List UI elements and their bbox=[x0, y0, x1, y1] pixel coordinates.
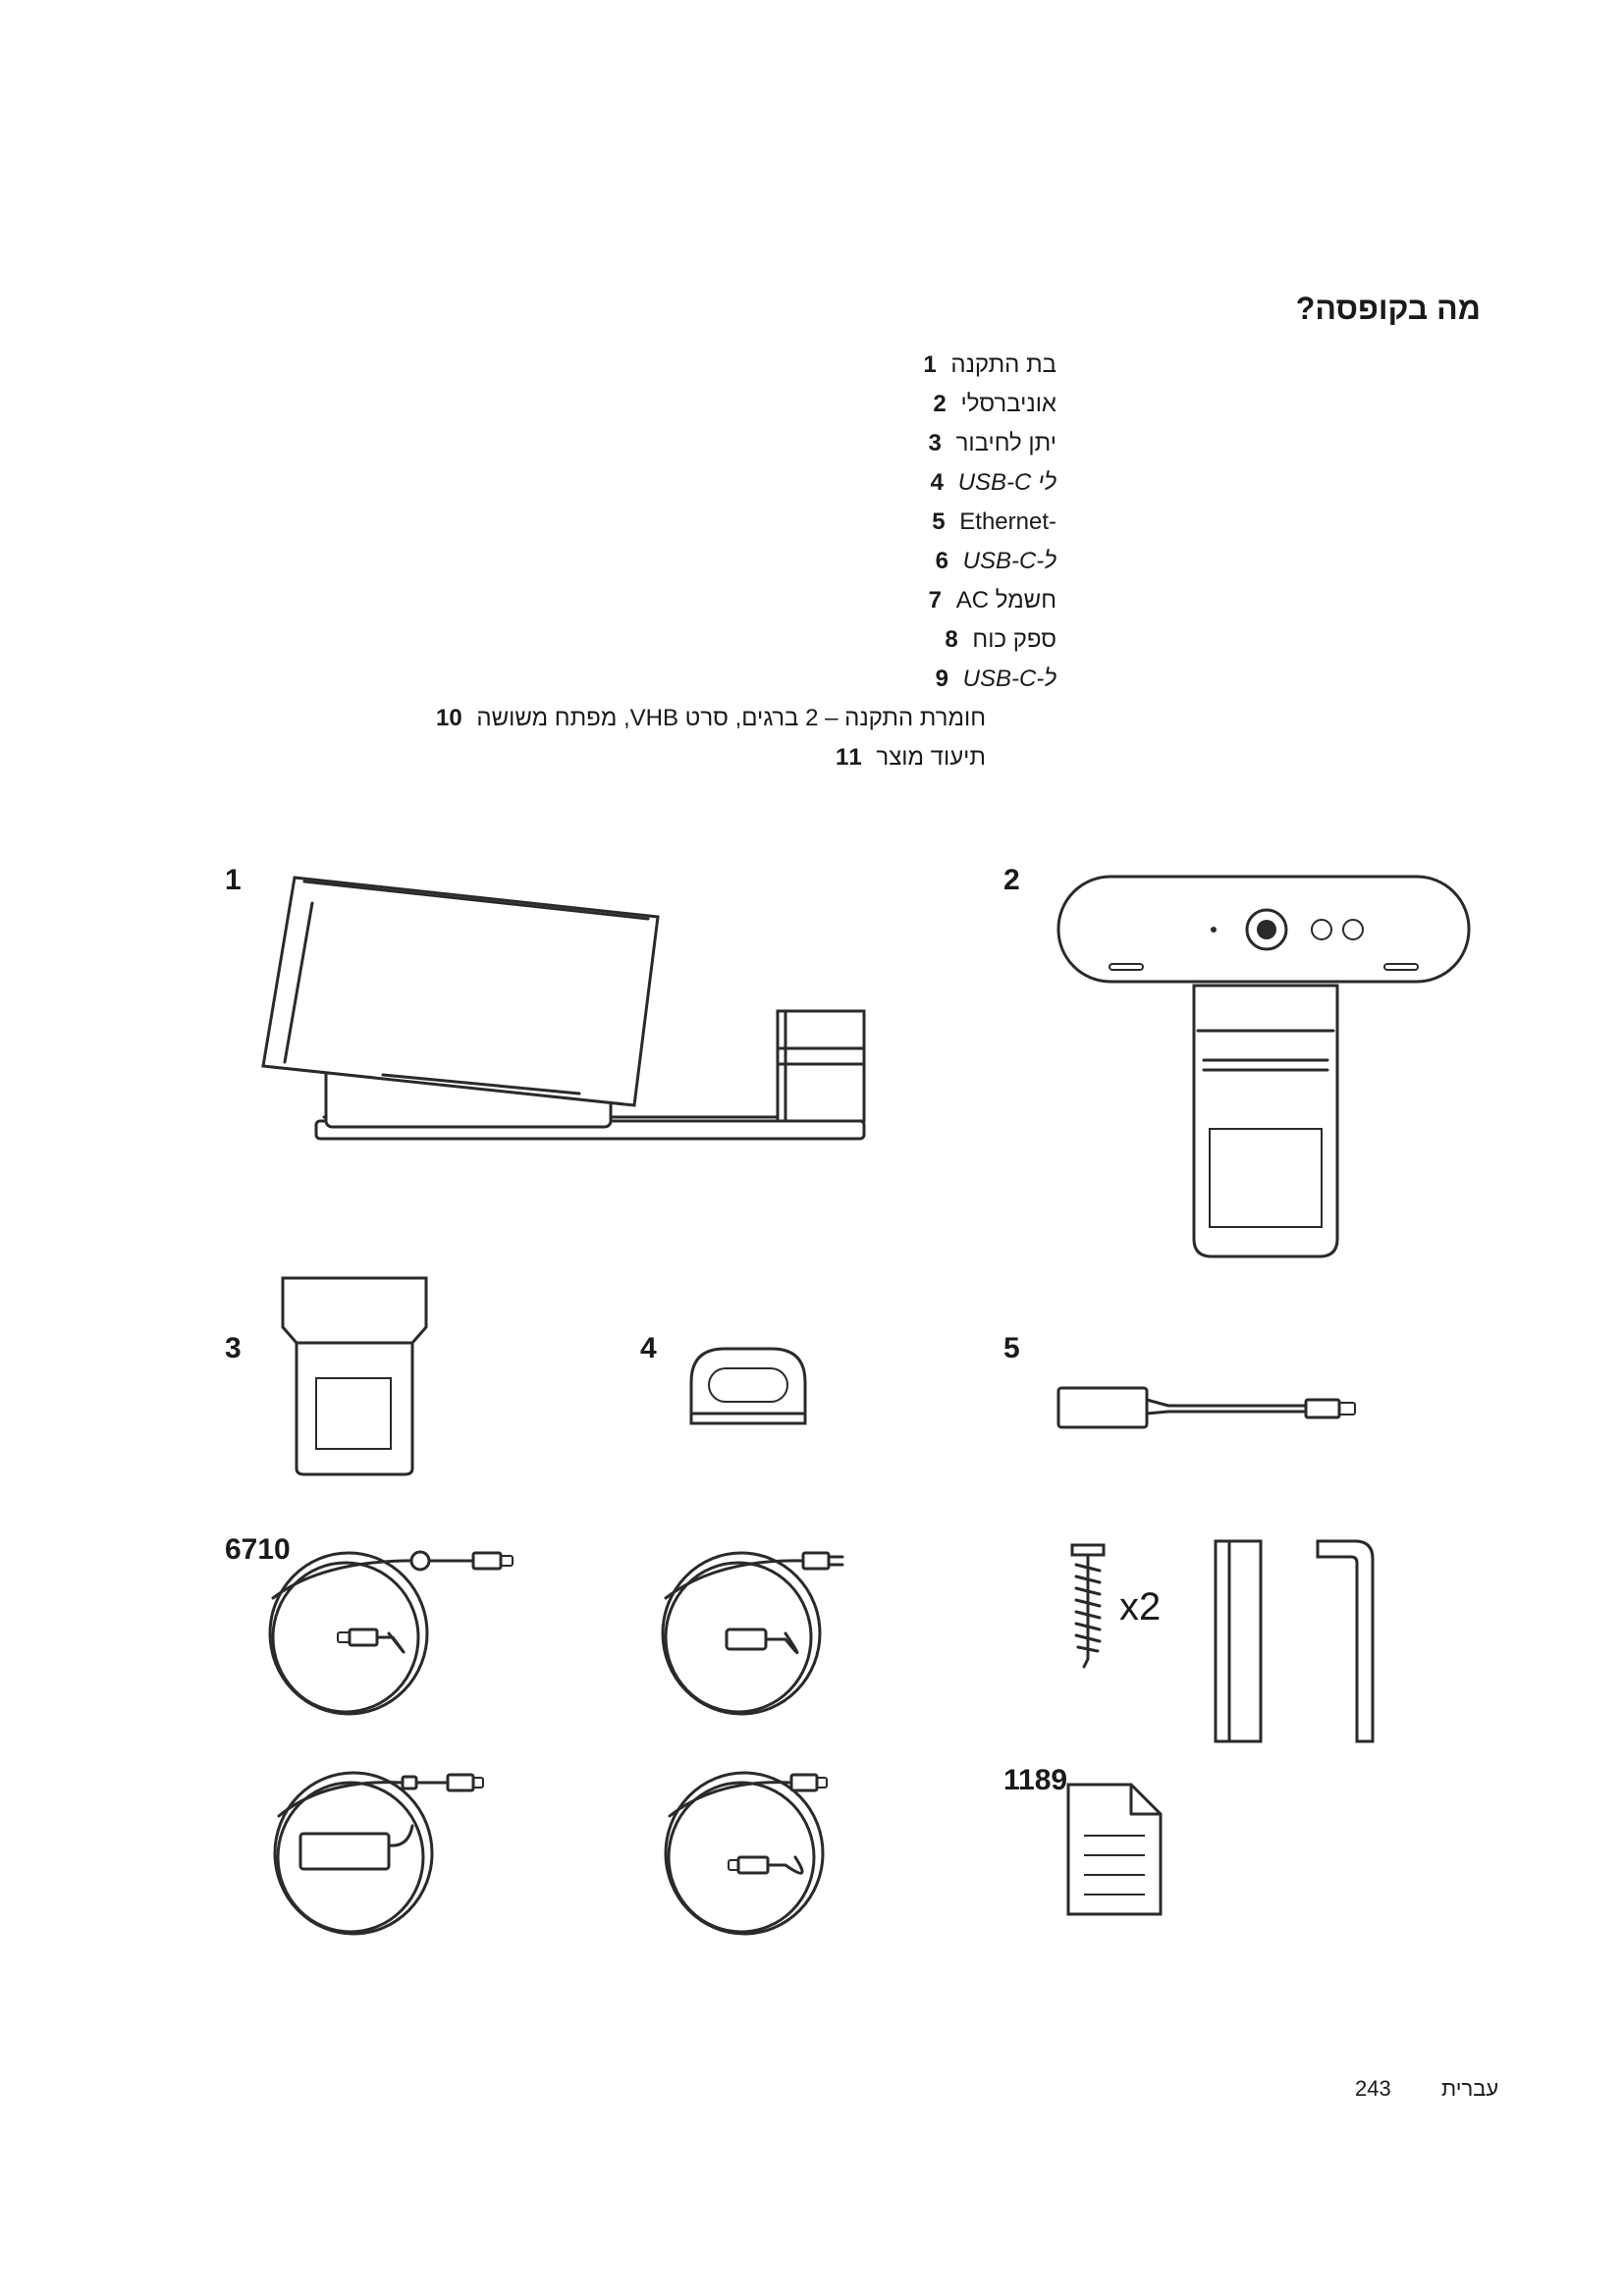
table-mount-illustration bbox=[263, 878, 864, 1139]
figure-label-1: 1 bbox=[225, 864, 242, 896]
figure-label-4: 4 bbox=[640, 1332, 657, 1364]
list-item: לי USB-C 4 bbox=[930, 469, 1056, 496]
list-item: ספק כוח 8 bbox=[945, 626, 1056, 653]
figure-label-1189: 1189 bbox=[1003, 1764, 1068, 1796]
footer-language: עברית bbox=[1441, 2076, 1499, 2101]
usbc-cable-coil-illustration bbox=[270, 1552, 513, 1714]
ethernet-adapter-illustration bbox=[1058, 1388, 1355, 1427]
ac-power-cord-illustration bbox=[663, 1553, 842, 1714]
cable-clip-illustration bbox=[691, 1349, 805, 1423]
list-item: אוניברסלי 2 bbox=[933, 391, 1056, 417]
list-item: חומרת התקנה – 2 ברגים, סרט VHB, מפתח משושה 10 bbox=[436, 705, 986, 731]
bracket-illustration bbox=[283, 1278, 426, 1474]
list-item: תיעוד מוצר 11 bbox=[836, 744, 986, 771]
list-item: בת התקנה 1 bbox=[923, 351, 1056, 378]
power-supply-illustration bbox=[275, 1773, 483, 1934]
list-item: חשמל AC 7 bbox=[928, 587, 1056, 614]
figure-label-3: 3 bbox=[225, 1332, 242, 1364]
page-title: מה בקופסה? bbox=[1295, 291, 1481, 326]
list-item: יתן לחיבור 3 bbox=[928, 430, 1056, 456]
usbc-cable-2-illustration bbox=[666, 1773, 827, 1934]
mounting-hardware-illustration bbox=[1072, 1541, 1373, 1741]
list-item: ל-USB-C 9 bbox=[935, 666, 1056, 692]
page-number: 243 bbox=[1355, 2076, 1391, 2101]
figure-label-2: 2 bbox=[1003, 864, 1020, 896]
list-item: ל-USB-C 6 bbox=[935, 548, 1056, 574]
screw-quantity: x2 bbox=[1119, 1585, 1162, 1629]
figure-label-6710: 6710 bbox=[225, 1533, 291, 1566]
documentation-icon bbox=[1068, 1785, 1161, 1914]
figure-label-5: 5 bbox=[1003, 1332, 1020, 1364]
webcam-illustration bbox=[1058, 877, 1469, 1256]
list-item: -Ethernet 5 bbox=[932, 508, 1056, 535]
